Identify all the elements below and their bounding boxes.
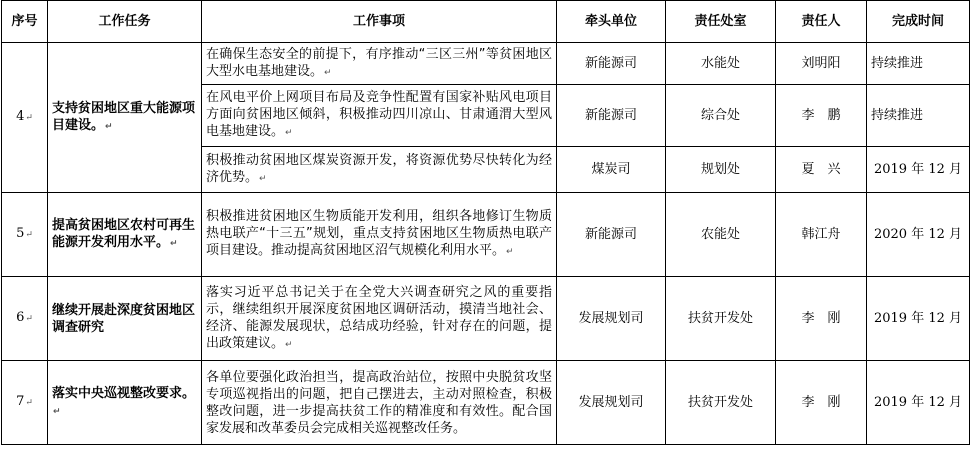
person-cell: 李 刚 [776,277,867,361]
lead-unit-cell: 新能源司 [557,85,666,147]
seq-value: 7 [16,394,25,409]
lead-unit-cell: 发展规划司 [557,361,666,445]
seq-cell [2,193,48,277]
person-cell: 李 刚 [776,361,867,445]
seq-value: 4 [16,109,25,124]
deadline-cell: 2019 年 12 月 [867,147,970,193]
paragraph-mark-icon: ↵ [285,128,293,138]
dept-cell: 农能处 [666,193,776,277]
matter-text: 在确保生态安全的前提下，有序推动“三区三州”等贫困地区大型水电基地建设。 [206,46,552,79]
work-plan-table [1,0,970,445]
matter-text: 各单位要强化政治担当，提高政治站位，按照中央脱贫攻坚专项巡视指出的问题，把自己摆进去，主动对照检查，积极整改问题，进一步提高扶贫工作的精准度和有效性。配合国家发展和改革委员会完成相关巡视整改任务。 [206,369,552,436]
header-dept: 责任处室 [666,1,776,43]
matter-text: 落实习近平总书记关于在全党大兴调查研究之风的重要指示，继续组织开展深度贫困地区调研活动，摸清当地社会、经济、能源发展现状，总结成功经验，针对存在的问题，提出政策建议。 [206,284,552,351]
table-row [2,193,970,277]
seq-cell [2,43,48,193]
task-cell [48,361,202,445]
dept-cell: 扶贫开发处 [666,361,776,445]
matter-cell [202,277,557,361]
dept-cell: 水能处 [666,43,776,85]
seq-cell [2,277,48,361]
header-lead-unit: 牵头单位 [557,1,666,43]
dept-cell: 综合处 [666,85,776,147]
matter-cell [202,85,557,147]
paragraph-mark-icon: ↵ [259,173,267,184]
person-cell: 韩江舟 [776,193,867,277]
matter-cell [202,193,557,277]
seq-cell [2,361,48,445]
dept-cell: 扶贫开发处 [666,277,776,361]
paragraph-mark-icon: ↵ [105,121,113,132]
table-row [2,43,970,85]
deadline-cell: 2019 年 12 月 [867,277,970,361]
header-task: 工作任务 [48,1,202,43]
paragraph-mark-icon: ↵ [25,230,33,240]
lead-unit-cell: 发展规划司 [557,277,666,361]
person-cell: 李 鹏 [776,85,867,147]
matter-text: 在风电平价上网项目布局及竞争性配置有国家补贴风电项目方面向贫困地区倾斜，积极推动四川凉山、甘肃通渭大型风电基地建设。 [206,90,552,139]
deadline-cell: 持续推进 [867,85,970,147]
paragraph-mark-icon: ↵ [285,339,293,350]
header-seq: 序号 [2,1,48,43]
table-row [2,361,970,445]
deadline-cell: 持续推进 [867,43,970,85]
paragraph-mark-icon: ↵ [324,67,332,78]
person-cell: 刘明阳 [776,43,867,85]
lead-unit-cell: 新能源司 [557,43,666,85]
matter-text: 积极推进贫困地区生物质能开发利用，组织各地修订生物质热电联产“十三五”规划，重点支持贫困地区生物质热电联产项目建设。推动提高贫困地区沼气规模化利用水平。 [206,209,552,258]
matter-cell [202,361,557,445]
paragraph-mark-icon: ↵ [25,314,33,324]
deadline-cell: 2019 年 12 月 [867,361,970,445]
table-row [2,277,970,361]
dept-cell: 规划处 [666,147,776,193]
header-person: 责任人 [776,1,867,43]
paragraph-mark-icon: ↵ [53,406,61,417]
task-text: 支持贫困地区重大能源项目建设。 [52,100,196,133]
deadline-cell: 2020 年 12 月 [867,193,970,277]
paragraph-mark-icon: ↵ [25,113,33,123]
task-cell: 继续开展赴深度贫困地区调查研究 [48,277,202,361]
paragraph-mark-icon: ↵ [506,247,514,257]
task-cell [48,193,202,277]
header-matter: 工作事项 [202,1,557,43]
person-cell: 夏 兴 [776,147,867,193]
matter-cell [202,43,557,85]
matter-cell [202,147,557,193]
task-cell [48,43,202,193]
seq-value: 6 [16,310,25,325]
matter-text: 积极推动贫困地区煤炭资源开发，将资源优势尽快转化为经济优势。 [206,152,552,185]
task-text: 提高贫困地区农村可再生能源开发利用水平。 [52,217,196,250]
paragraph-mark-icon: ↵ [25,398,33,408]
header-deadline: 完成时间 [867,1,970,43]
lead-unit-cell: 新能源司 [557,193,666,277]
paragraph-mark-icon: ↵ [170,238,178,249]
seq-value: 5 [16,226,25,241]
header-row [2,1,970,43]
task-text: 落实中央巡视整改要求。 [52,385,196,401]
lead-unit-cell: 煤炭司 [557,147,666,193]
